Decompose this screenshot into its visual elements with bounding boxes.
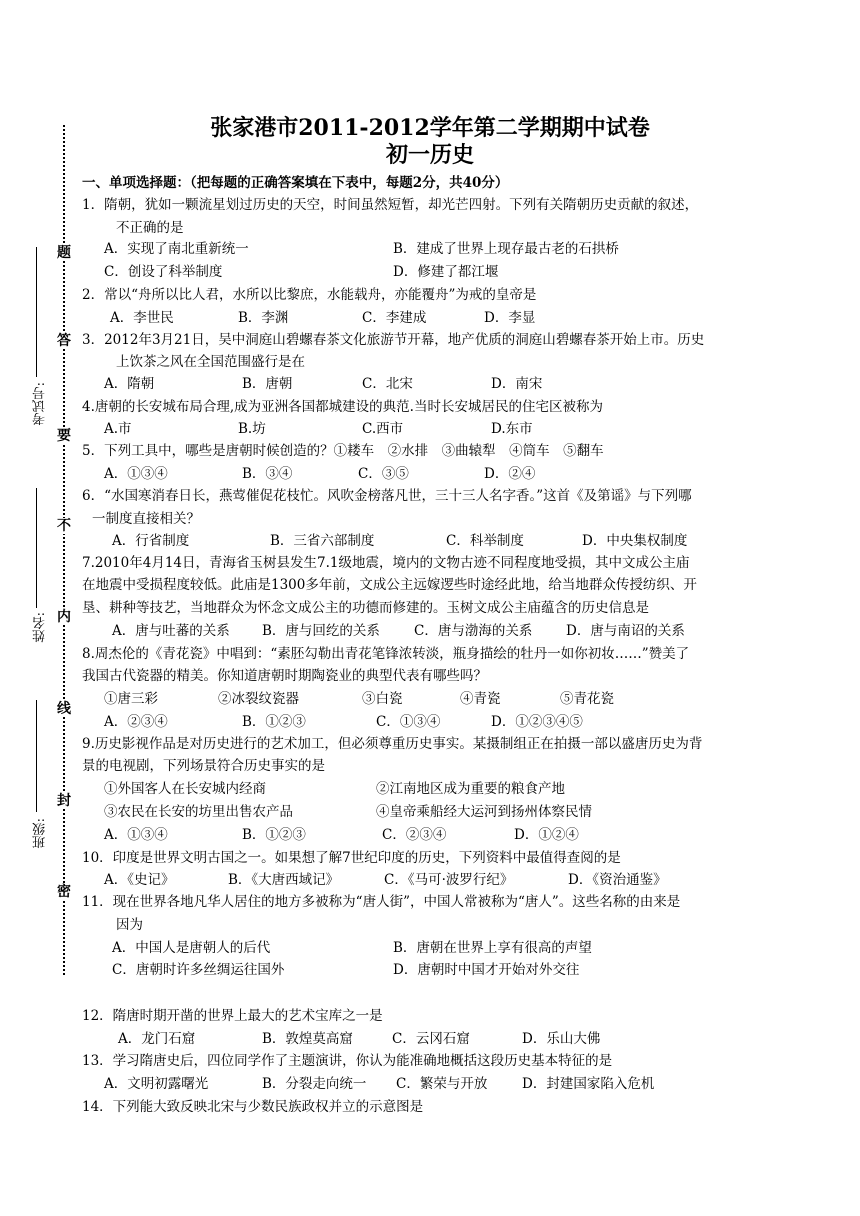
option[interactable]: D．唐与南诏的关系 [566, 623, 685, 639]
name-blank[interactable] [36, 488, 37, 608]
question-line: 8.周杰伦的《青花瓷》中唱到：“素胚勾勒出青花笔锋浓转淡，瓶身描绘的牡丹一如你初妆……”赞美了 [82, 646, 690, 662]
statement-item: ④青瓷 [460, 691, 501, 707]
option[interactable]: A．李世民 [110, 310, 174, 326]
question-line: 垦、耕种等技艺，当地群众为怀念文成公主的功德而修建的。玉树文成公主庙蕴含的历史信息是 [82, 600, 649, 616]
page-subtitle: 初一历史 [385, 142, 474, 168]
exam-no-label: 考试号: [33, 382, 48, 426]
seal-char: 密 [57, 884, 71, 900]
option[interactable]: B．李渊 [238, 310, 289, 326]
option[interactable]: A．龙门石窟 [118, 1031, 196, 1047]
question-line: 不正确的是 [116, 220, 184, 236]
option[interactable]: D.东市 [491, 421, 533, 437]
statement-item: ③白瓷 [362, 691, 403, 707]
option[interactable]: D．封建国家陷入危机 [522, 1076, 655, 1092]
option[interactable]: B．分裂走向统一 [262, 1076, 367, 1092]
option[interactable]: B．唐朝 [242, 376, 293, 392]
question-line: 我国古代瓷器的精美。你知道唐朝时期陶瓷业的典型代表有哪些吗？ [82, 668, 487, 684]
option[interactable]: B．唐朝在世界上享有很高的声望 [393, 940, 592, 956]
option[interactable]: D．中央集权制度 [582, 533, 688, 549]
question-line: 上饮茶之风在全国范围盛行是在 [116, 354, 305, 370]
option[interactable]: A．文明初露曙光 [104, 1076, 209, 1092]
option[interactable]: C．唐与渤海的关系 [414, 623, 533, 639]
question-line: 14．下列能大致反映北宋与少数民族政权并立的示意图是 [82, 1099, 424, 1115]
statement-item: ①唐三彩 [104, 691, 158, 707]
option[interactable]: C．科举制度 [446, 533, 524, 549]
question-line: 7.2010年4月14日，青海省玉树县发生7.1级地震，境内的文物古迹不同程度地受损，其中文成公主庙 [82, 555, 690, 571]
option[interactable]: A.市 [104, 421, 132, 437]
option[interactable]: C．繁荣与开放 [396, 1076, 488, 1092]
statement-item: ②冰裂纹瓷器 [218, 691, 299, 707]
option[interactable]: D．修建了都江堰 [393, 264, 499, 280]
seal-char: 答 [57, 333, 71, 349]
option[interactable]: C．《马可·波罗行纪》 [384, 872, 514, 888]
option[interactable]: C．李建成 [362, 310, 427, 326]
option[interactable]: B.坊 [238, 421, 266, 437]
option[interactable]: D．乐山大佛 [522, 1031, 601, 1047]
section-heading: 一、单项选择题：（把每题的正确答案填在下表中，每题2分，共40分） [82, 175, 509, 191]
option[interactable]: A．隋朝 [104, 376, 155, 392]
option[interactable]: C．②③④ [382, 827, 447, 843]
question-line: 11．现在世界各地凡华人居住的地方多被称为“唐人街”，中国人常被称为“唐人”。这些名称的由来是 [82, 894, 681, 910]
question-line: 2．常以“舟所以比人君，水所以比黎庶，水能载舟，亦能覆舟”为戒的皇帝是 [82, 287, 537, 303]
option[interactable]: D．②④ [484, 466, 536, 482]
seal-char: 内 [57, 609, 71, 625]
option[interactable]: B．敦煌莫高窟 [262, 1031, 353, 1047]
option[interactable]: B．①②③ [242, 827, 306, 843]
statement-item: ①外国客人在长安城内经商 [104, 781, 266, 797]
option[interactable]: A．行省制度 [112, 533, 190, 549]
option[interactable]: B．《大唐西域记》 [228, 872, 340, 888]
option[interactable]: B．三省六部制度 [270, 533, 375, 549]
name-label: 姓名: [33, 612, 48, 643]
option[interactable]: A．①③④ [104, 827, 168, 843]
question-line: 4.唐朝的长安城布局合理,成为亚洲各国都城建设的典范.当时长安城居民的住宅区被称为 [82, 399, 603, 415]
class-label: 班级: [33, 818, 48, 849]
option[interactable]: A．②③④ [104, 714, 168, 730]
question-line: 5．下列工具中，哪些是唐朝时候创造的？①耧车 ②水排 ③曲辕犁 ④筒车 ⑤翻车 [82, 443, 604, 459]
option[interactable]: B．唐与回纥的关系 [262, 623, 380, 639]
option[interactable]: C.西市 [362, 421, 404, 437]
option[interactable]: C．创设了科举制度 [104, 264, 223, 280]
statement-item: ④皇帝乘船经大运河到扬州体察民情 [376, 804, 592, 820]
option[interactable]: A．唐与吐蕃的关系 [112, 623, 230, 639]
option[interactable]: C．唐朝时许多丝绸运往国外 [112, 962, 285, 978]
option[interactable]: D．①②③④⑤ [491, 714, 583, 730]
class-blank[interactable] [36, 700, 37, 812]
question-line: 一制度直接相关？ [92, 511, 200, 527]
seal-char: 要 [57, 428, 71, 444]
statement-item: ⑤青花瓷 [560, 691, 614, 707]
option[interactable]: A．实现了南北重新统一 [104, 241, 249, 257]
question-line: 3．2012年3月21日，吴中洞庭山碧螺春茶文化旅游节开幕，地产优质的洞庭山碧螺春茶开始上市。历史 [82, 332, 705, 348]
question-line: 13．学习隋唐史后，四位同学作了主题演讲，你认为能准确地概括这段历史基本特征的是 [82, 1053, 613, 1069]
option[interactable]: C．云冈石窟 [392, 1031, 470, 1047]
option[interactable]: D．南宋 [491, 376, 543, 392]
option[interactable]: B．①②③ [242, 714, 306, 730]
question-line: 6．“水国寒消春日长，燕莺催促花枝忙。风吹金榜落凡世，三十三人名字香。”这首《及第谣》与下列哪 [82, 488, 692, 504]
seal-char: 不 [57, 518, 71, 534]
question-line: 景的电视剧，下列场景符合历史事实的是 [82, 758, 325, 774]
option[interactable]: A．中国人是唐朝人的后代 [112, 940, 271, 956]
option[interactable]: C．①③④ [376, 714, 441, 730]
question-line: 10．印度是世界文明古国之一。如果想了解7世纪印度的历史，下列资料中最值得查阅的是 [82, 850, 621, 866]
option[interactable]: B．③④ [242, 466, 293, 482]
seal-char: 线 [57, 701, 71, 717]
question-line: 因为 [116, 917, 143, 933]
exam-no-blank[interactable] [36, 247, 37, 377]
option[interactable]: D．《资治通鉴》 [568, 872, 667, 888]
seal-char: 题 [57, 245, 71, 261]
statement-item: ②江南地区成为重要的粮食产地 [376, 781, 565, 797]
question-line: 9.历史影视作品是对历史进行的艺术加工，但必须尊重历史事实。某摄制组正在拍摄一部以盛唐历史为背 [82, 736, 703, 752]
page-title: 张家港市2011-2012学年第二学期期中试卷 [210, 115, 650, 141]
option[interactable]: D．唐朝时中国才开始对外交往 [393, 962, 580, 978]
question-line: 在地震中受损程度较低。此庙是1300多年前，文成公主远嫁逻些时途经此地，给当地群众传授纺织、开 [82, 577, 697, 593]
option[interactable]: A．①③④ [104, 466, 168, 482]
option[interactable]: C．北宋 [362, 376, 413, 392]
seal-char: 封 [57, 793, 71, 809]
question-line: 12．隋唐时期开凿的世界上最大的艺术宝库之一是 [82, 1008, 383, 1024]
option[interactable]: D．李显 [484, 310, 536, 326]
statement-item: ③农民在长安的坊里出售农产品 [104, 804, 293, 820]
option[interactable]: B．建成了世界上现存最古老的石拱桥 [393, 241, 619, 257]
option[interactable]: A．《史记》 [104, 872, 175, 888]
option[interactable]: D．①②④ [514, 827, 579, 843]
option[interactable]: C．③⑤ [358, 466, 409, 482]
question-line: 1．隋朝，犹如一颗流星划过历史的天空，时间虽然短暂，却光芒四射。下列有关隋朝历史贡献的叙述， [82, 197, 699, 213]
